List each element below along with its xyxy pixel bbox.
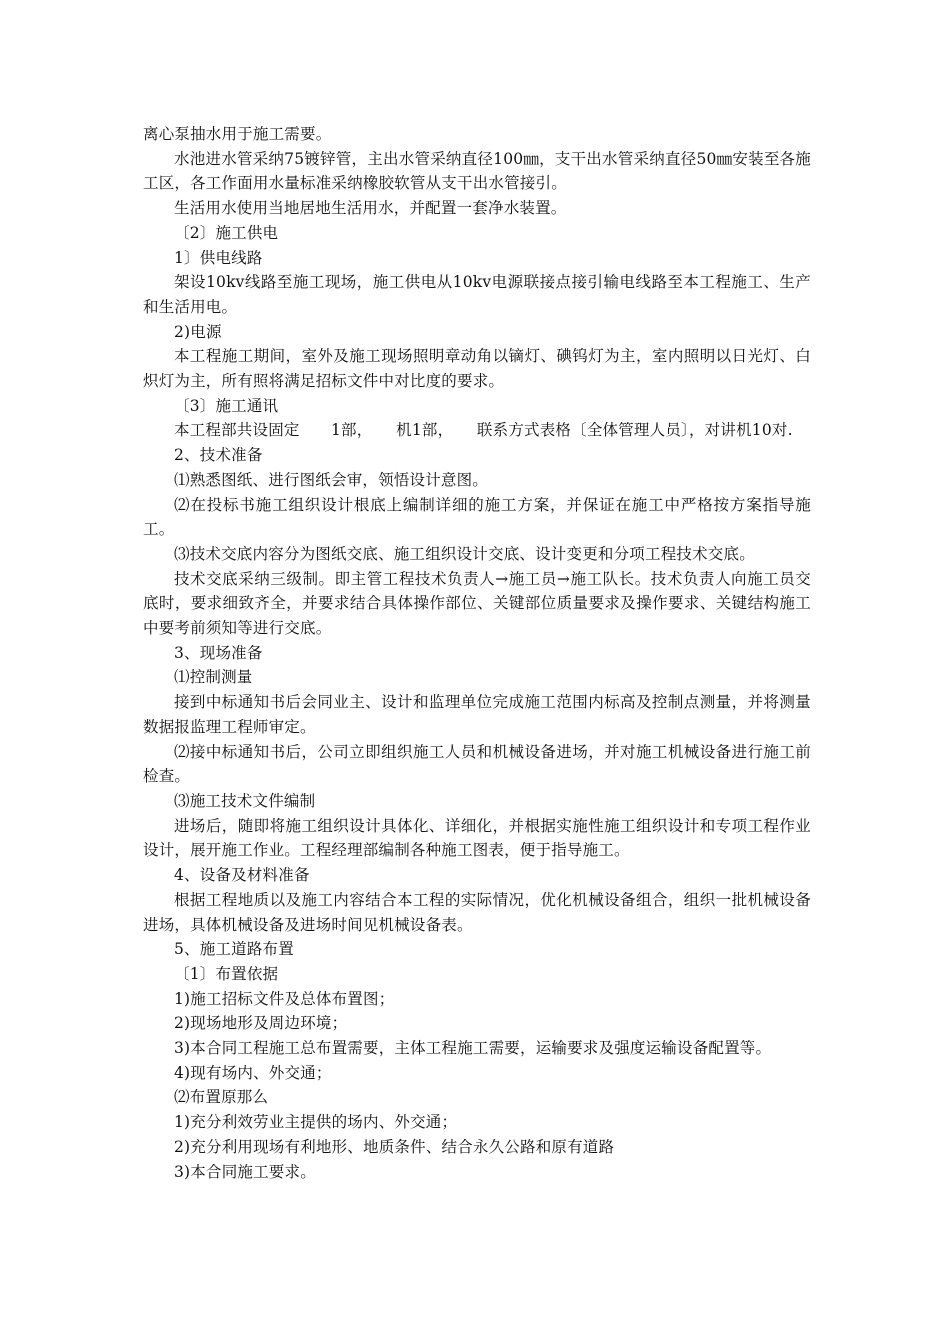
list-item: 4)现有场内、外交通； <box>174 1063 332 1082</box>
paragraph: 根据工程地质以及施工内容结合本工程的实际情况，优化机械设备组合，组织一批机械设备进场，具体机械设备及进场时间见机械设备表。 <box>143 890 811 934</box>
subsection-heading: ⑵布置原那么 <box>174 1088 269 1107</box>
list-item: ⑴熟悉图纸、进行图纸会审，领悟设计意图。 <box>174 470 489 489</box>
subsection-heading: ⑶施工技术文件编制 <box>174 791 316 810</box>
paragraph: 接到中标通知书后会同业主、设计和监理单位完成施工范围内标高及控制点测量，并将测量数据报监理工程师审定。 <box>143 693 811 736</box>
subsection-heading: 2)电源 <box>174 322 222 341</box>
list-item: 1)充分利效劳业主提供的场内、外交通； <box>174 1113 458 1132</box>
list-item: 3)本合同施工要求。 <box>174 1162 316 1181</box>
paragraph: 进场后，随即将施工组织设计具体化、详细化，并根据实施性施工组织设计和专项工程作业设计，展开施工作业。工程经理部编制各种施工图表，便于指导施工。 <box>143 816 811 860</box>
paragraph: 技术交底采纳三级制。即主管工程技术负责人→施工员→施工队长。技术负责人向施工员交底时，要求细致齐全，并要求结合具体操作部位、关键部位质量要求及操作要求、关键结构施工中要考前须知等进行交底。 <box>143 569 811 638</box>
paragraph: 离心泵抽水用于施工需要。 <box>143 125 332 143</box>
list-item: 3)本合同工程施工总布置需要，主体工程施工需要，运输要求及强度运输设备配置等。 <box>174 1039 772 1058</box>
list-item: 2)现场地形及周边环境； <box>174 1014 348 1033</box>
subsection-heading: ⑴控制测量 <box>174 668 253 687</box>
section-heading: 4、设备及材料准备 <box>174 866 310 885</box>
paragraph: 本工程施工期间，室外及施工现场照明章动角以镝灯、碘钨灯为主，室内照明以日光灯、白炽灯为主，所有照将满足招标文件中对比度的要求。 <box>143 347 811 391</box>
list-item: ⑶技术交底内容分为图纸交底、施工组织设计交底、设计变更和分项工程技术交底。 <box>174 544 755 563</box>
list-item: 1)施工招标文件及总体布置图； <box>174 989 395 1008</box>
paragraph: 生活用水使用当地居地生活用水，并配置一套净水装置。 <box>174 199 567 218</box>
list-item: ⑵在投标书施工组织设计根底上编制详细的施工方案，并保证在施工中严格按方案指导施工。 <box>143 495 811 539</box>
paragraph: 本工程部共设固定 1部， 机1部， 联系方式表格〔全体管理人员〕，对讲机10对. <box>174 421 793 440</box>
document-body <box>143 122 811 1184</box>
section-heading: 〔3〕施工通讯 <box>174 396 279 415</box>
paragraph: 架设10kv线路至施工现场，施工供电从10kv电源联接点接引输电线路至本工程施工、生产和生活用电。 <box>143 273 811 316</box>
section-heading: 2、技术准备 <box>174 446 263 465</box>
list-item: 2)充分利用现场有利地形、地质条件、结合永久公路和原有道路 <box>174 1137 615 1156</box>
section-heading: 5、施工道路布置 <box>174 940 294 959</box>
subsection-heading: 〔1〕布置依据 <box>174 964 279 983</box>
section-heading: 3、现场准备 <box>174 643 263 662</box>
paragraph: 水池进水管采纳75镀锌管，主出水管采纳直径100㎜，支干出水管采纳直径50㎜安装至各施工区，各工作面用水量标准采纳橡胶软管从支干出水管接引。 <box>143 149 811 193</box>
list-item: ⑵接中标通知书后，公司立即组织施工人员和机械设备进场，并对施工机械设备进行施工前检查。 <box>143 742 811 786</box>
subsection-heading: 1〕供电线路 <box>174 248 263 267</box>
section-heading: 〔2〕施工供电 <box>174 223 279 242</box>
